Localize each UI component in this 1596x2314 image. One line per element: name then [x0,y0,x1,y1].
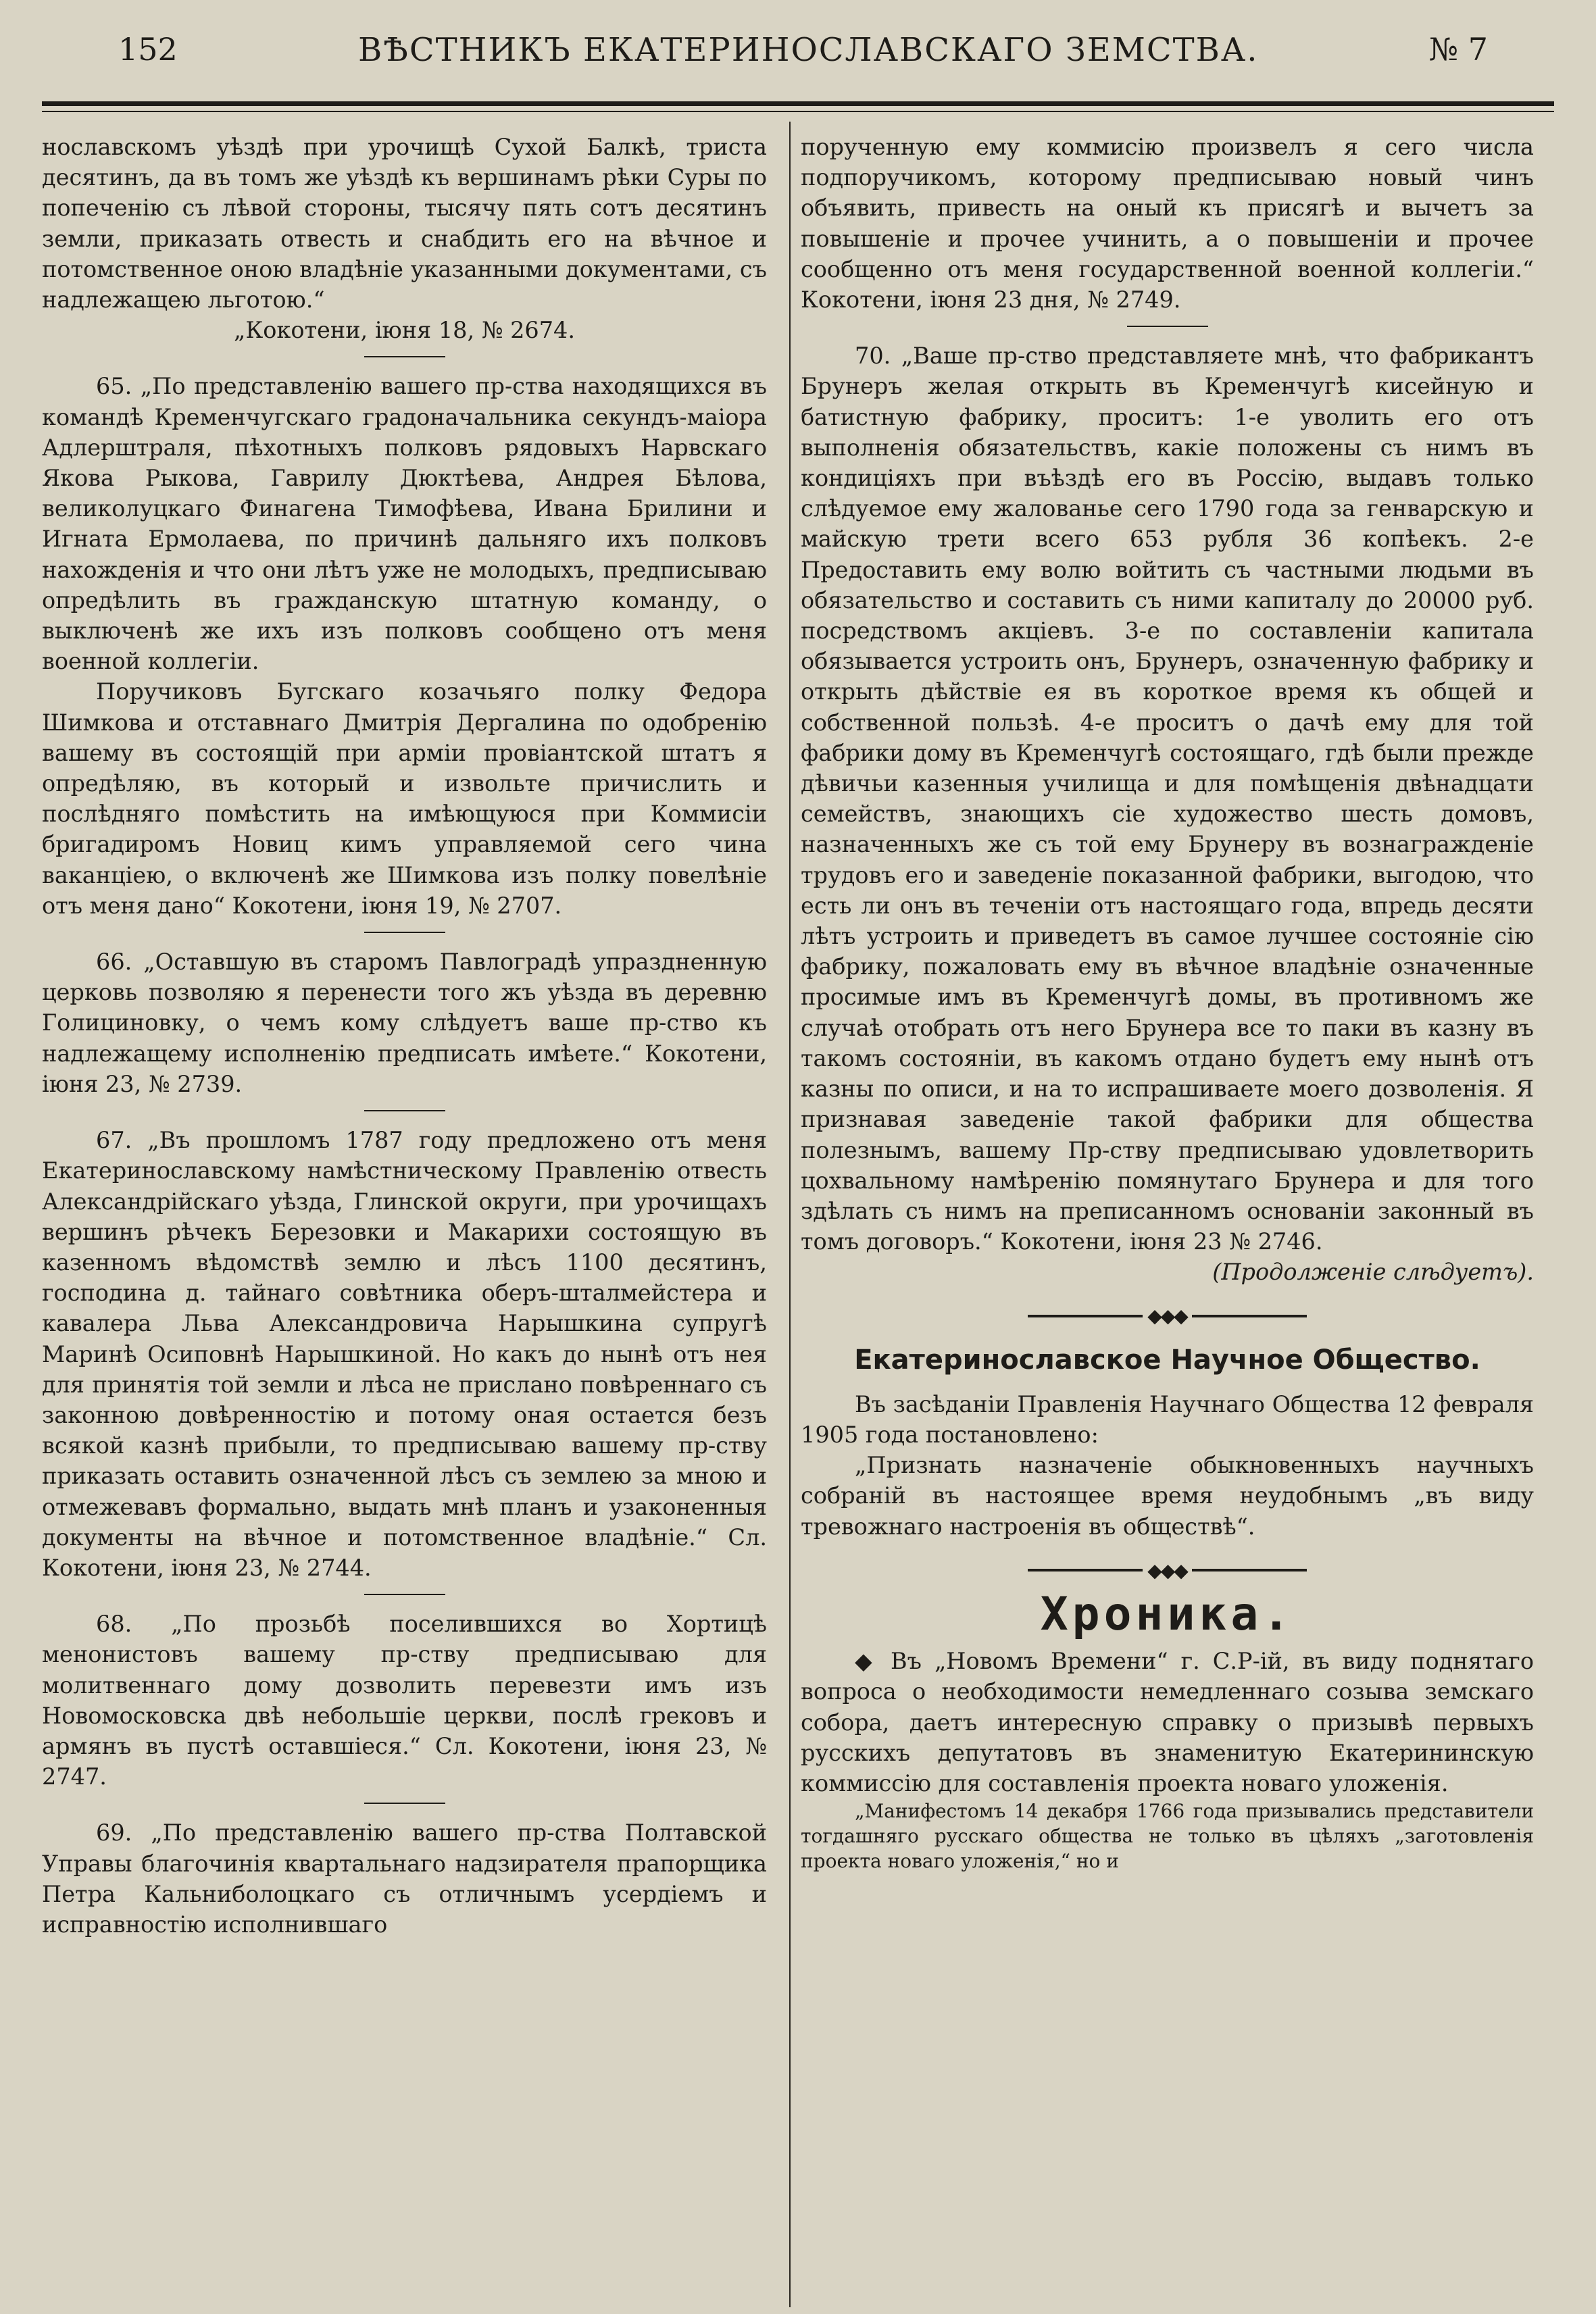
signature-line: „Кокотени, іюня 18, № 2674. [233,317,576,344]
issue-number: № 7 [1428,31,1488,68]
ornament-line [1028,1315,1143,1317]
page-header [41,27,1555,81]
header-rule-thin [42,111,1554,112]
chronicle-paragraph: ◆ Въ „Новомъ Времени“ г. С.Р-ій, въ виду поднятаго вопроса о необходимости немедленнаго созыва земскаго собора, даетъ интересную справку о призывѣ первыхъ русскихъ депутатовъ въ знаменитую Екатерининскую коммиссію для составленія проекта новаго уложенія. [801,1648,1534,1796]
column-divider [789,122,791,2307]
diamond-ornament-icon: ◆◆◆ [1147,1559,1187,1582]
separator [364,356,445,357]
chronicle-heading: Хроника. [1040,1587,1295,1641]
ornament-line [1192,1315,1307,1317]
chronicle-quote: „Манифестомъ 14 декабря 1766 года призывались представители тогдашняго русскаго общества не только въ цѣляхъ „заготовленія проекта новаго уложенія,“ но и [801,1800,1534,1873]
left-column [42,132,767,1940]
right-column [801,132,1534,1873]
header-rule-thick [42,101,1554,106]
ornament-line [1192,1569,1307,1571]
society-resolution: „Признать назначеніе обыкновенныхъ научныхъ собраній въ настоящее время неудобнымъ „въ виду тревожнаго настроенія въ обществѣ“. [801,1452,1534,1540]
paragraph-69-continued: порученную ему коммисію произвелъ я сего числа подпоручикомъ, которому предписываю новый чинъ объявить, привесть на оный къ присягѣ и вычетъ за повышеніе и прочее учинить, а о повышеніи и прочее сообщенно отъ меня государственной военной коллегіи.“ Кокотени, іюня 23 дня, № 2749. [801,134,1534,313]
ornament-divider [801,1300,1534,1332]
separator [364,1594,445,1595]
paragraph-68: 68. „По прозьбѣ поселившихся во Хортицѣ менонистовъ вашему пр-ству предписываю для молитвеннаго дому дозволить перевезти имъ изъ Новомосковска двѣ небольшіе церкви, послѣ грековъ и армянъ въ пустѣ оставшіеся.“ Сл. Кокотени, іюня 23, № 2747. [42,1611,767,1790]
separator [364,1110,445,1111]
diamond-ornament-icon: ◆◆◆ [1147,1305,1187,1328]
paragraph-continued: нославскомъ уѣздѣ при урочищѣ Сухой Балкѣ, триста десятинъ, да въ томъ же уѣздѣ къ вершинамъ рѣки Суры по попеченію съ лѣвой стороны, тысячу пять сотъ десятинъ земли, приказать отвесть и снабдить его на вѣчное и потомственное оною владѣніе указанными документами, съ надлежащею льготою.“ [42,134,767,313]
paragraph-67: 67. „Въ прошломъ 1787 году предложено отъ меня Екатеринославскому намѣстническому Правленію отвесть Александрійскаго уѣзда, Глинской округи, при урочищахъ вершинъ рѣчекъ Березовки и Макарихи состоящую въ казенномъ вѣдомствѣ землю и лѣсъ 1100 десятинъ, господина д. тайнаго совѣтника оберъ-шталмейстера и кавалера Льва Александровича Нарышкина супругѣ Маринѣ Осиповнѣ Нарышкиной. Но какъ до нынѣ отъ нея для принятія той земли и лѣса не прислано повѣреннаго съ законною довѣренностію и потому оная остается безъ всякой казнѣ прибыли, то предписываю вашему пр-ству приказать оставить означенной лѣсъ съ землею за мною и отмежевавъ формально, выдать мнѣ планъ и узаконенныя документы на вѣчное и потомственное владѣніе.“ Сл. Кокотени, іюня 23, № 2744. [42,1127,767,1581]
paragraph-66: 66. „Оставшую въ старомъ Павлоградѣ упраздненную церковь позволяю я перенести того жъ уѣзда въ деревню Голициновку, о чемъ кому слѣдуетъ ваше пр-ство къ надлежащему исполненію предписать имѣете.“ Кокотени, іюня 23, № 2739. [42,949,767,1097]
ornament-divider [801,1554,1534,1586]
journal-title: ВѢСТНИКЪ ЕКАТЕРИНОСЛАВСКАГО ЗЕМСТВА. [358,31,1259,69]
page-number: 152 [118,31,178,68]
paragraph-70: 70. „Ваше пр-ство представляете мнѣ, что фабрикантъ Брунеръ желая открыть въ Кременчугѣ кисейную и батистную фабрику, проситъ: 1-е уволить его отъ выполненія обязательствъ, какіе положены съ нимъ въ кондиціяхъ при въѣздѣ его въ Россію, выдавъ только слѣдуемое ему жалованье сего 1790 года за генварскую и майскую трети всего 653 рубля 36 копѣекъ. 2-е Предоставить ему волю войтить съ частными людьми въ обязательство и составить съ ними капиталу до 20000 руб. посредствомъ акціевъ. 3-е по составленіи капитала обязывается устроить онъ, Брунеръ, означенную фабрику и открыть дѣйствіе ея въ короткое время къ общей и собственной пользѣ. 4-е проситъ о дачѣ ему для той фабрики дому въ Кременчугѣ состоящаго, гдѣ были прежде дѣвичьи казенныя училища и для помѣщенія двѣнадцати семействъ, знающихъ сіе художество шесть домовъ, назначенныхъ же съ той ему Брунеру въ вознагражденіе трудовъ его и заведеніе показанной фабрики, выгодою, что есть ли онъ въ теченіи отъ настоящаго года, впредь десяти лѣтъ устроить и приведетъ въ самое лучшее состояніе сію фабрику, пожаловать ему въ вѣчное владѣніе означенные просимые имъ въ Кременчугѣ домы, въ противномъ же случаѣ отобрать отъ него Брунера все то паки въ казну въ такомъ состояніи, въ какомъ отдано будетъ ему нынѣ отъ казны по описи, и на то испрашиваете моего дозволенія. Я признавая заведеніе такой фабрики для общества полезнымъ, вашему Пр-ству предписываю удовлетворить цохвальному намѣренію помянутаго Брунера и для того здѣлать съ нимъ на преписанномъ основаніи законный въ томъ договоръ.“ Кокотени, іюня 23 № 2746. [801,343,1534,1255]
society-paragraph: Въ засѣданіи Правленія Научнаго Общества 12 февраля 1905 года постановлено: [801,1390,1534,1449]
paragraph-65b: Поручиковъ Бугскаго козачьяго полку Федора Шимкова и отставнаго Дмитрія Дергалина по одобренію вашему въ состоящій при арміи провіантской штатъ я опредѣляю, въ который и извольте причислить и послѣдняго помѣстить на имѣющуюся при Коммисіи бригадиромъ Новиц кимъ управляемой сего чина ваканціею, о включенѣ же Шимкова изъ полку повелѣніе отъ меня дано“ Кокотени, іюня 19, № 2707. [42,678,767,919]
ornament-line [1028,1569,1143,1571]
society-heading: Екатеринославское Научное Общество. [854,1344,1480,1376]
continued-note: (Продолженіе слѣдуетъ). [1212,1259,1534,1286]
paragraph-65: 65. „По представленію вашего пр-ства находящихся въ командѣ Кременчугскаго градоначальника секундъ-маіора Адлерштраля, пѣхотныхъ полковъ рядовыхъ Нарвскаго Якова Рыкова, Гаврилу Дюктѣева, Андрея Бѣлова, великолуцкаго Финагена Тимофѣева, Ивана Брилини и Игната Ермолаева, по причинѣ дальняго ихъ полковъ нахожденія и что они лѣтъ уже не молодыхъ, предписываю опредѣлить въ гражданскую штатную команду, о выключенѣ же ихъ изъ полковъ сообщено отъ меня военной коллегіи. [42,373,767,675]
separator [1127,326,1208,327]
separator [364,1803,445,1804]
separator [364,932,445,933]
paragraph-69: 69. „По представленію вашего пр-ства Полтавской Управы благочинія квартальнаго надзирателя прапорщика Петра Кальниболоцкаго съ отличнымъ усердіемъ и исправностію исполнившаго [42,1819,767,1938]
